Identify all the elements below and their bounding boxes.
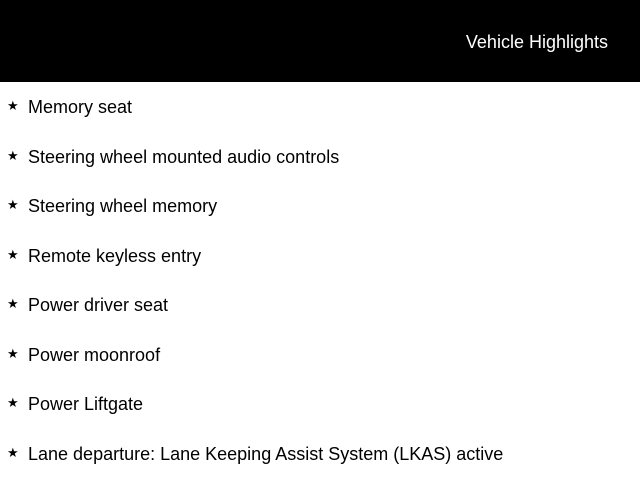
star-icon: ★ <box>7 443 21 463</box>
star-icon: ★ <box>7 96 21 116</box>
page-title: Vehicle Highlights <box>466 31 608 53</box>
highlight-label: Power Liftgate <box>28 393 143 415</box>
star-icon: ★ <box>7 195 21 215</box>
star-icon: ★ <box>7 146 21 166</box>
list-item <box>0 245 640 295</box>
header-bar <box>0 0 640 82</box>
star-icon: ★ <box>7 344 21 364</box>
star-icon: ★ <box>7 294 21 314</box>
star-icon: ★ <box>7 245 21 265</box>
highlight-label: Remote keyless entry <box>28 245 201 267</box>
highlights-list <box>0 96 640 492</box>
highlight-label: Steering wheel memory <box>28 195 217 217</box>
list-item <box>0 344 640 394</box>
list-item <box>0 96 640 146</box>
highlight-label: Steering wheel mounted audio controls <box>28 146 339 168</box>
list-item <box>0 146 640 196</box>
list-item <box>0 195 640 245</box>
highlight-label: Lane departure: Lane Keeping Assist System (LKAS) active <box>28 443 503 465</box>
list-item <box>0 443 640 492</box>
star-icon: ★ <box>7 393 21 413</box>
highlight-label: Power moonroof <box>28 344 160 366</box>
list-item <box>0 294 640 344</box>
list-item <box>0 393 640 443</box>
highlight-label: Power driver seat <box>28 294 168 316</box>
highlight-label: Memory seat <box>28 96 132 118</box>
